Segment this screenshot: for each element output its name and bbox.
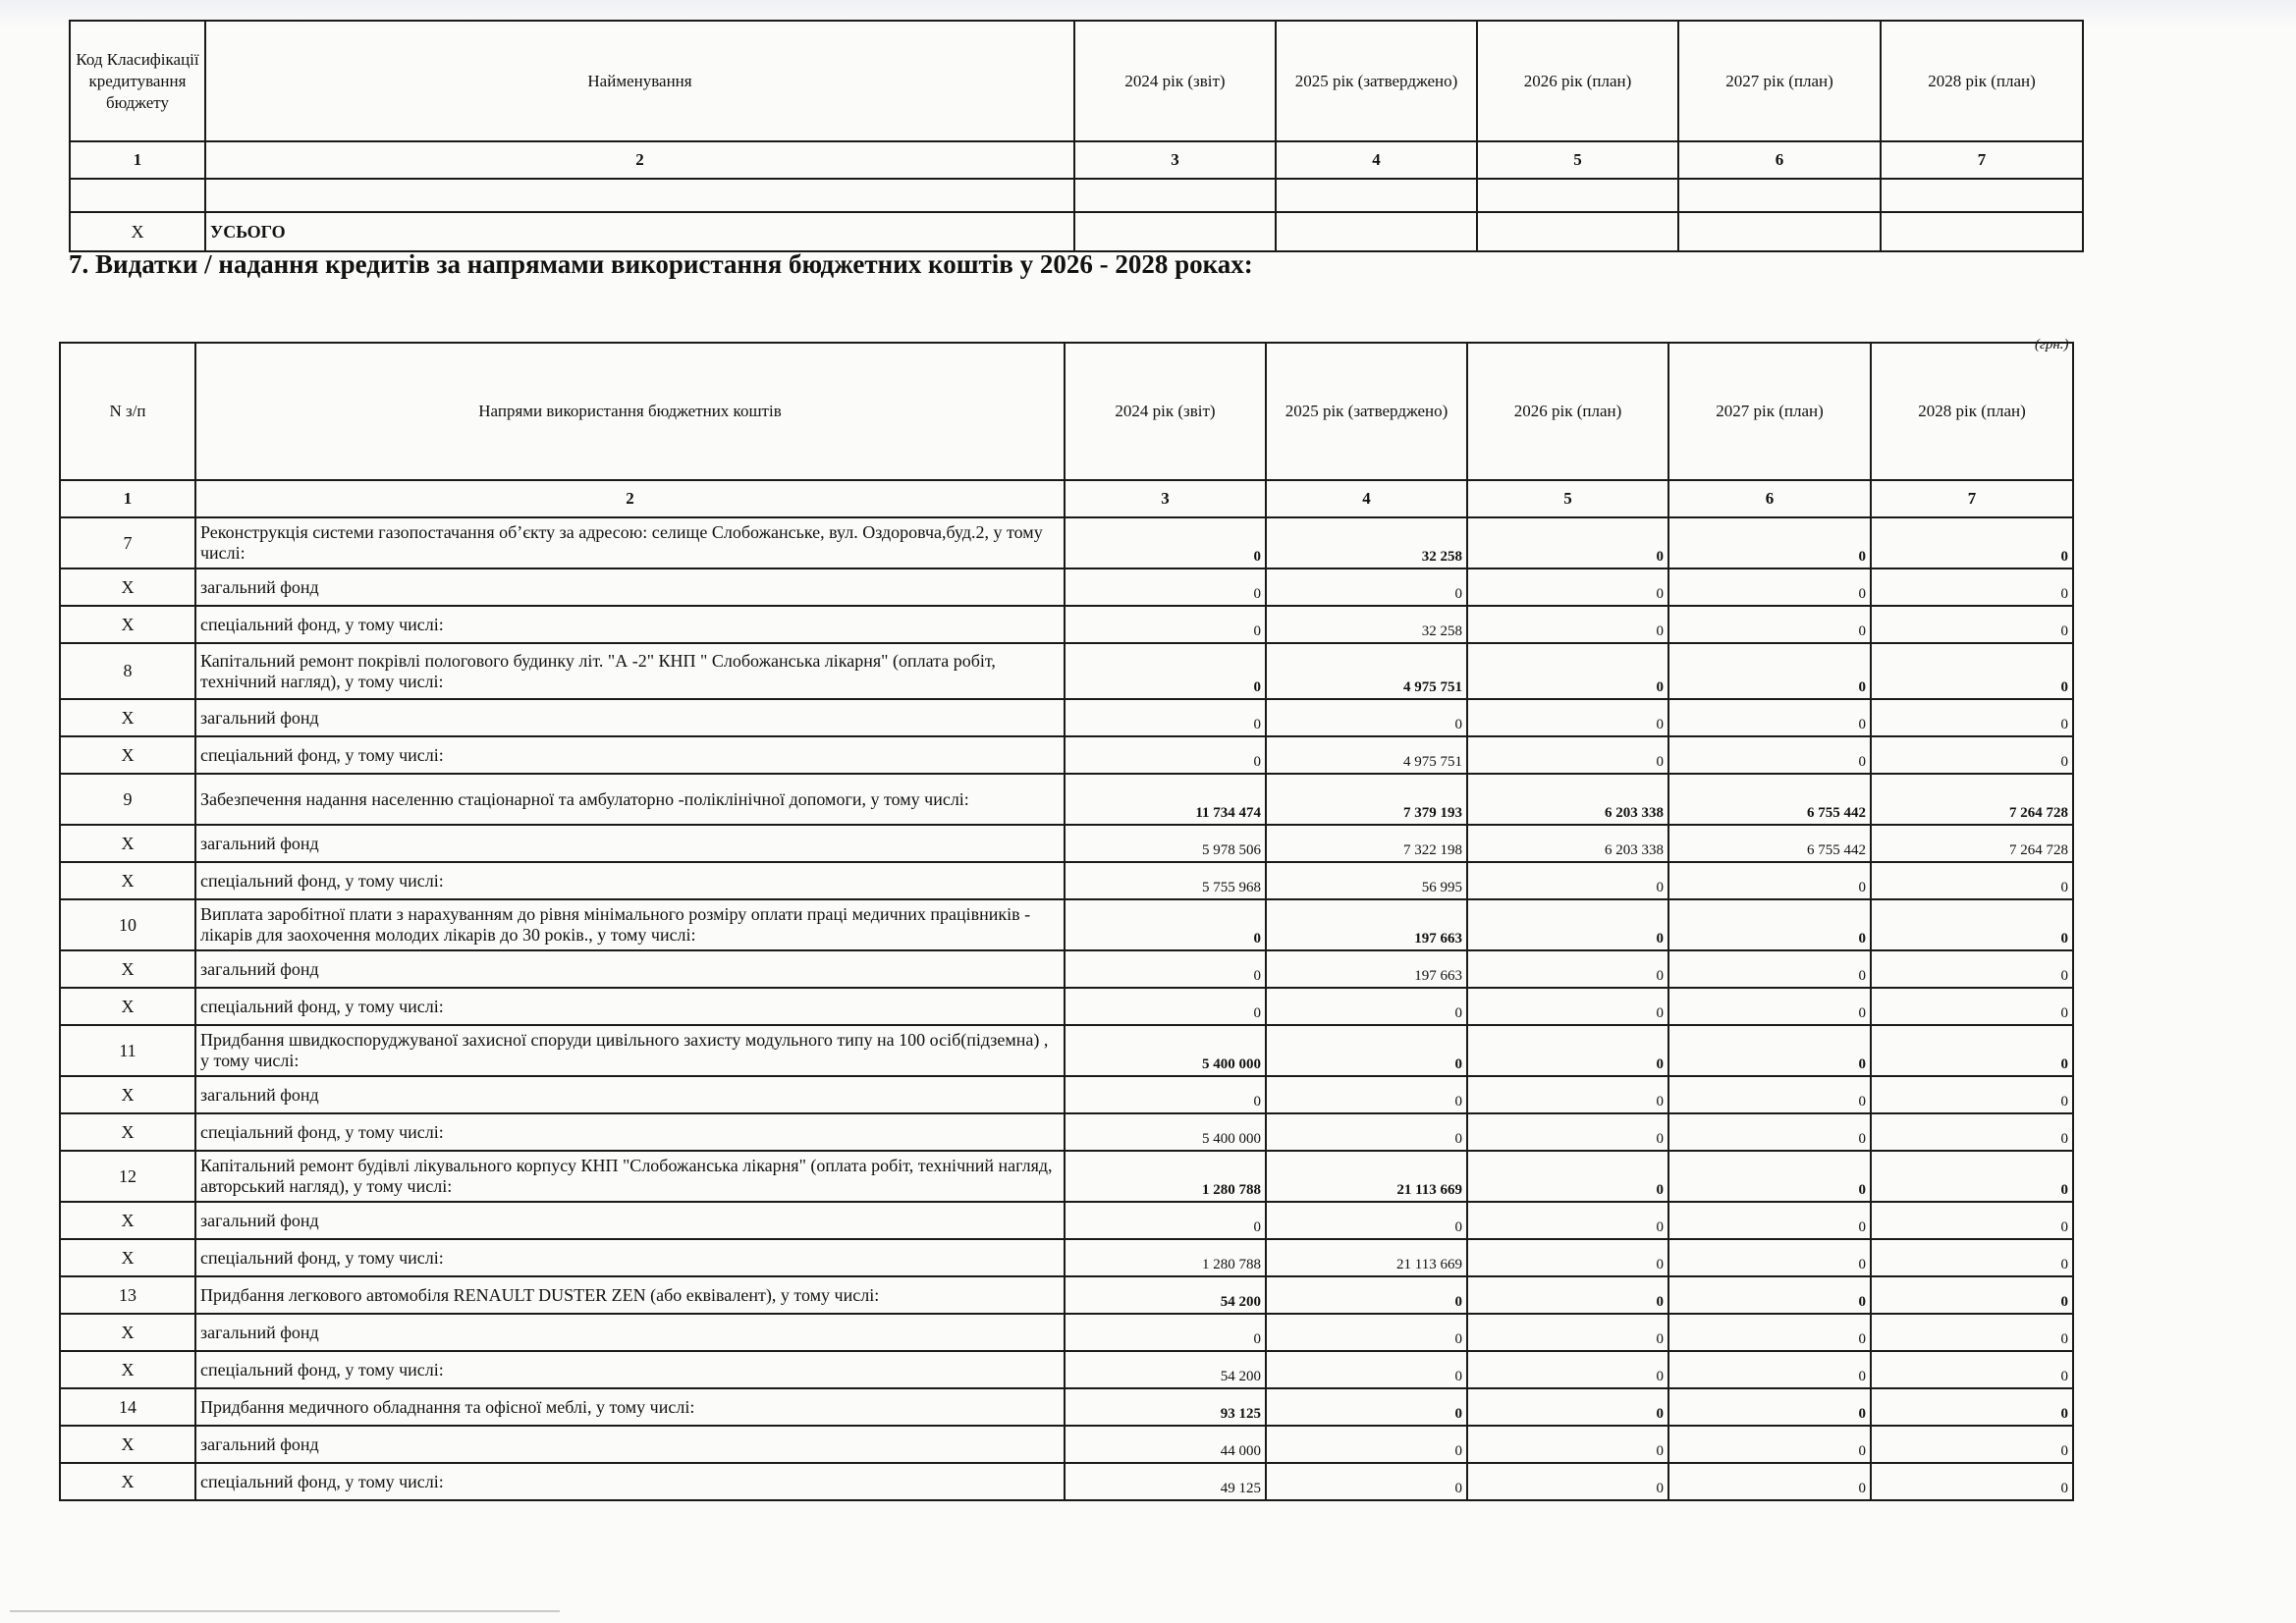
value-cell: 6 755 442 (1668, 825, 1871, 862)
credit-classification-table (69, 20, 2084, 252)
value-cell: 1 280 788 (1065, 1151, 1266, 1202)
value-cell: 0 (1871, 1463, 2073, 1500)
row-name: загальний фонд (195, 699, 1065, 736)
value-cell: 0 (1266, 1276, 1467, 1314)
column-index: 3 (1065, 480, 1266, 517)
row-name: спеціальний фонд, у тому числі: (195, 1351, 1065, 1388)
row-name: Виплата заробітної плати з нарахуванням до рівня мінімального розміру оплати праці медичних працівників - лікарів для заохочення молодих лікарів до 30 років., у тому числі: (195, 899, 1065, 950)
row-name: загальний фонд (195, 1076, 1065, 1113)
row-number: Х (60, 1463, 195, 1500)
value-cell: 0 (1266, 1076, 1467, 1113)
value-cell: 0 (1065, 1076, 1266, 1113)
value-cell: 0 (1871, 643, 2073, 699)
row-name: спеціальний фонд, у тому числі: (195, 736, 1065, 774)
row-name: загальний фонд (195, 825, 1065, 862)
row-number: 13 (60, 1276, 195, 1314)
value-cell: 0 (1266, 988, 1467, 1025)
row-number: 10 (60, 899, 195, 950)
value-cell: 0 (1871, 988, 2073, 1025)
value-cell: 5 978 506 (1065, 825, 1266, 862)
value-cell: 44 000 (1065, 1426, 1266, 1463)
header-cell: 2026 рік (план) (1467, 343, 1668, 480)
row-name: Забезпечення надання населенню стаціонарної та амбулаторно -поліклінічної допомоги, у тому числі: (195, 774, 1065, 825)
header-cell: 2025 рік (затверджено) (1276, 21, 1477, 141)
value-cell: 6 203 338 (1467, 774, 1668, 825)
value-cell: 0 (1871, 1351, 2073, 1388)
value-cell: 0 (1467, 1463, 1668, 1500)
row-number: 14 (60, 1388, 195, 1426)
value-cell: 0 (1871, 950, 2073, 988)
value-cell: 0 (1871, 1025, 2073, 1076)
value-cell: 0 (1668, 1151, 1871, 1202)
table-row-fund (60, 1463, 2073, 1500)
value-cell: 21 113 669 (1266, 1239, 1467, 1276)
value-cell: 0 (1668, 517, 1871, 568)
row-number: 8 (60, 643, 195, 699)
value-cell: 0 (1266, 568, 1467, 606)
row-name: спеціальний фонд, у тому числі: (195, 1113, 1065, 1151)
value-cell: 0 (1467, 699, 1668, 736)
value-cell: 0 (1668, 643, 1871, 699)
value-cell: 0 (1467, 517, 1668, 568)
table-row-fund (60, 568, 2073, 606)
table-row-fund (60, 606, 2073, 643)
value-cell: 0 (1065, 568, 1266, 606)
table-row-item (60, 1025, 2073, 1076)
value-cell: 32 258 (1266, 606, 1467, 643)
value-cell: 0 (1266, 1113, 1467, 1151)
value-cell: 0 (1668, 899, 1871, 950)
row-name: Придбання медичного обладнання та офісної меблі, у тому числі: (195, 1388, 1065, 1426)
value-cell: 0 (1467, 736, 1668, 774)
header-cell: 2024 рік (звіт) (1065, 343, 1266, 480)
table-row-item (60, 774, 2073, 825)
row-number: Х (60, 1113, 195, 1151)
table-row-item (60, 1388, 2073, 1426)
row-number: Х (60, 950, 195, 988)
value-cell: 0 (1467, 862, 1668, 899)
table-row-fund (60, 825, 2073, 862)
header-cell: 2027 рік (план) (1678, 21, 1881, 141)
column-index: 6 (1678, 141, 1881, 179)
table-row-fund (60, 1076, 2073, 1113)
table-row-fund (60, 1314, 2073, 1351)
section-title: 7. Видатки / надання кредитів за напрямами використання бюджетних коштів у 2026 - 2028 роках: (69, 249, 1253, 279)
column-index: 4 (1276, 141, 1477, 179)
value-cell: 0 (1467, 1202, 1668, 1239)
value-cell: 0 (1065, 643, 1266, 699)
row-name: загальний фонд (195, 1202, 1065, 1239)
value-cell: 0 (1668, 1113, 1871, 1151)
header-cell: 2028 рік (план) (1881, 21, 2083, 141)
value-cell: 4 975 751 (1266, 736, 1467, 774)
value-cell: 0 (1668, 1463, 1871, 1500)
header-cell: 2024 рік (звіт) (1074, 21, 1276, 141)
table-row-fund (60, 736, 2073, 774)
row-number: Х (60, 1351, 195, 1388)
value-cell: 0 (1467, 606, 1668, 643)
value-cell: 5 755 968 (1065, 862, 1266, 899)
row-name: загальний фонд (195, 950, 1065, 988)
value-cell: 0 (1668, 1388, 1871, 1426)
row-number: Х (60, 568, 195, 606)
row-name: Капітальний ремонт покрівлі пологового будинку літ. "А -2" КНП " Слобожанська лікарня" (оплата робіт, технічний нагляд), у тому числі: (195, 643, 1065, 699)
value-cell: 7 322 198 (1266, 825, 1467, 862)
value-cell: 0 (1668, 568, 1871, 606)
row-number: Х (60, 606, 195, 643)
value-cell: 0 (1266, 699, 1467, 736)
row-number: Х (60, 1314, 195, 1351)
row-name: загальний фонд (195, 568, 1065, 606)
value-cell: 0 (1266, 1426, 1467, 1463)
header-cell: 2027 рік (план) (1668, 343, 1871, 480)
value-cell: 0 (1065, 1202, 1266, 1239)
value-cell: 0 (1871, 1076, 2073, 1113)
value-cell: 0 (1668, 1314, 1871, 1351)
value-cell: 7 264 728 (1871, 774, 2073, 825)
value-cell: 0 (1467, 1151, 1668, 1202)
table-row-item (60, 899, 2073, 950)
table-row-item (60, 1151, 2073, 1202)
value-cell: 0 (1871, 1276, 2073, 1314)
unit-label: (грн.) (2035, 337, 2069, 352)
row-number: Х (60, 1426, 195, 1463)
value-cell: 0 (1467, 568, 1668, 606)
value-cell: 197 663 (1266, 950, 1467, 988)
column-index: 5 (1477, 141, 1678, 179)
value-cell: 0 (1467, 1351, 1668, 1388)
value-cell: 0 (1065, 988, 1266, 1025)
row-number: Х (60, 988, 195, 1025)
value-cell: 0 (1668, 1202, 1871, 1239)
row-name: спеціальний фонд, у тому числі: (195, 1239, 1065, 1276)
value-cell: 1 280 788 (1065, 1239, 1266, 1276)
column-index: 2 (195, 480, 1065, 517)
column-index: 4 (1266, 480, 1467, 517)
value-cell: 0 (1871, 736, 2073, 774)
value-cell: 0 (1871, 862, 2073, 899)
value-cell: 93 125 (1065, 1388, 1266, 1426)
value-cell: 0 (1266, 1388, 1467, 1426)
value-cell: 5 400 000 (1065, 1113, 1266, 1151)
value-cell: 11 734 474 (1065, 774, 1266, 825)
column-index: 1 (70, 141, 205, 179)
row-name: загальний фонд (195, 1314, 1065, 1351)
row-number: Х (60, 1202, 195, 1239)
header-cell: Найменування (205, 21, 1074, 141)
column-index: 2 (205, 141, 1074, 179)
header-cell: N з/п (60, 343, 195, 480)
value-cell: 7 264 728 (1871, 825, 2073, 862)
value-cell: 6 755 442 (1668, 774, 1871, 825)
value-cell: 0 (1065, 517, 1266, 568)
table-row-fund (60, 950, 2073, 988)
value-cell: 6 203 338 (1467, 825, 1668, 862)
row-number: Х (60, 825, 195, 862)
value-cell: 0 (1467, 1276, 1668, 1314)
row-number: Х (60, 736, 195, 774)
row-number: 12 (60, 1151, 195, 1202)
value-cell: 0 (1871, 1239, 2073, 1276)
value-cell: 0 (1668, 1351, 1871, 1388)
column-index: 6 (1668, 480, 1871, 517)
total-code: Х (70, 212, 205, 251)
value-cell: 0 (1266, 1463, 1467, 1500)
value-cell: 0 (1668, 1025, 1871, 1076)
value-cell: 0 (1871, 1388, 2073, 1426)
table-row-fund (60, 1426, 2073, 1463)
value-cell: 0 (1871, 1426, 2073, 1463)
value-cell: 0 (1871, 1113, 2073, 1151)
value-cell: 0 (1871, 517, 2073, 568)
column-index: 7 (1871, 480, 2073, 517)
row-name: Капітальний ремонт будівлі лікувального корпусу КНП "Слобожанська лікарня" (оплата робіт, технічний нагляд, авторський нагляд), у тому числі: (195, 1151, 1065, 1202)
value-cell: 0 (1266, 1351, 1467, 1388)
table-row-item (60, 1276, 2073, 1314)
value-cell: 0 (1871, 1314, 2073, 1351)
value-cell: 0 (1467, 643, 1668, 699)
value-cell: 21 113 669 (1266, 1151, 1467, 1202)
row-name: спеціальний фонд, у тому числі: (195, 1463, 1065, 1500)
value-cell: 0 (1467, 899, 1668, 950)
value-cell: 5 400 000 (1065, 1025, 1266, 1076)
row-number: 7 (60, 517, 195, 568)
table-row-fund (60, 1239, 2073, 1276)
value-cell: 0 (1065, 736, 1266, 774)
value-cell: 0 (1668, 1076, 1871, 1113)
value-cell: 0 (1668, 862, 1871, 899)
value-cell: 197 663 (1266, 899, 1467, 950)
expenditure-directions-table (59, 342, 2074, 1501)
row-number: 9 (60, 774, 195, 825)
value-cell: 0 (1266, 1314, 1467, 1351)
value-cell: 0 (1065, 899, 1266, 950)
column-index: 7 (1881, 141, 2083, 179)
header-cell: Напрями використання бюджетних коштів (195, 343, 1065, 480)
table-row-fund (60, 1351, 2073, 1388)
row-name: спеціальний фонд, у тому числі: (195, 862, 1065, 899)
value-cell: 0 (1871, 899, 2073, 950)
value-cell: 54 200 (1065, 1351, 1266, 1388)
row-name: Придбання легкового автомобіля RENAULT DUSTER ZEN (або еквівалент), у тому числі: (195, 1276, 1065, 1314)
value-cell: 0 (1266, 1202, 1467, 1239)
value-cell: 0 (1065, 1314, 1266, 1351)
table-row-item (60, 517, 2073, 568)
header-cell: 2025 рік (затверджено) (1266, 343, 1467, 480)
value-cell: 0 (1871, 699, 2073, 736)
value-cell: 0 (1467, 1426, 1668, 1463)
row-name: загальний фонд (195, 1426, 1065, 1463)
value-cell: 0 (1668, 1426, 1871, 1463)
column-index: 1 (60, 480, 195, 517)
table-row-fund (60, 1113, 2073, 1151)
row-name: Реконструкція системи газопостачання об’єкту за адресою: селище Слобожанське, вул. Оздоровча,буд.2, у тому числі: (195, 517, 1065, 568)
value-cell: 0 (1871, 568, 2073, 606)
value-cell: 0 (1668, 699, 1871, 736)
value-cell: 0 (1467, 1076, 1668, 1113)
value-cell: 0 (1467, 1113, 1668, 1151)
row-number: 11 (60, 1025, 195, 1076)
value-cell: 0 (1668, 988, 1871, 1025)
value-cell: 0 (1871, 1151, 2073, 1202)
row-name: спеціальний фонд, у тому числі: (195, 606, 1065, 643)
value-cell: 0 (1467, 1025, 1668, 1076)
row-number: Х (60, 862, 195, 899)
value-cell: 0 (1668, 1239, 1871, 1276)
value-cell: 0 (1871, 1202, 2073, 1239)
value-cell: 0 (1467, 988, 1668, 1025)
value-cell: 0 (1467, 1239, 1668, 1276)
header-cell: Код Класифікації кредитування бюджету (70, 21, 205, 141)
value-cell: 0 (1266, 1025, 1467, 1076)
value-cell: 7 379 193 (1266, 774, 1467, 825)
table-row-fund (60, 988, 2073, 1025)
value-cell: 54 200 (1065, 1276, 1266, 1314)
value-cell: 0 (1065, 606, 1266, 643)
header-cell: 2026 рік (план) (1477, 21, 1678, 141)
value-cell: 0 (1668, 606, 1871, 643)
value-cell: 0 (1065, 699, 1266, 736)
row-name: спеціальний фонд, у тому числі: (195, 988, 1065, 1025)
table-row-fund (60, 862, 2073, 899)
table-row-fund (60, 1202, 2073, 1239)
value-cell: 0 (1668, 1276, 1871, 1314)
header-cell: 2028 рік (план) (1871, 343, 2073, 480)
column-index: 3 (1074, 141, 1276, 179)
value-cell: 0 (1668, 736, 1871, 774)
value-cell: 0 (1668, 950, 1871, 988)
value-cell: 0 (1467, 950, 1668, 988)
row-number: Х (60, 699, 195, 736)
bottom-rule (10, 1610, 560, 1612)
total-label: УСЬОГО (205, 212, 1074, 251)
value-cell: 0 (1871, 606, 2073, 643)
column-index: 5 (1467, 480, 1668, 517)
value-cell: 56 995 (1266, 862, 1467, 899)
row-number: Х (60, 1239, 195, 1276)
value-cell: 0 (1467, 1314, 1668, 1351)
value-cell: 32 258 (1266, 517, 1467, 568)
value-cell: 4 975 751 (1266, 643, 1467, 699)
value-cell: 49 125 (1065, 1463, 1266, 1500)
table-row-item (60, 643, 2073, 699)
row-name: Придбання швидкоспоруджуваної захисної споруди цивільного захисту модульного типу на 100 осіб(підземна) , у тому числі: (195, 1025, 1065, 1076)
value-cell: 0 (1065, 950, 1266, 988)
value-cell: 0 (1467, 1388, 1668, 1426)
row-number: Х (60, 1076, 195, 1113)
table-row-fund (60, 699, 2073, 736)
